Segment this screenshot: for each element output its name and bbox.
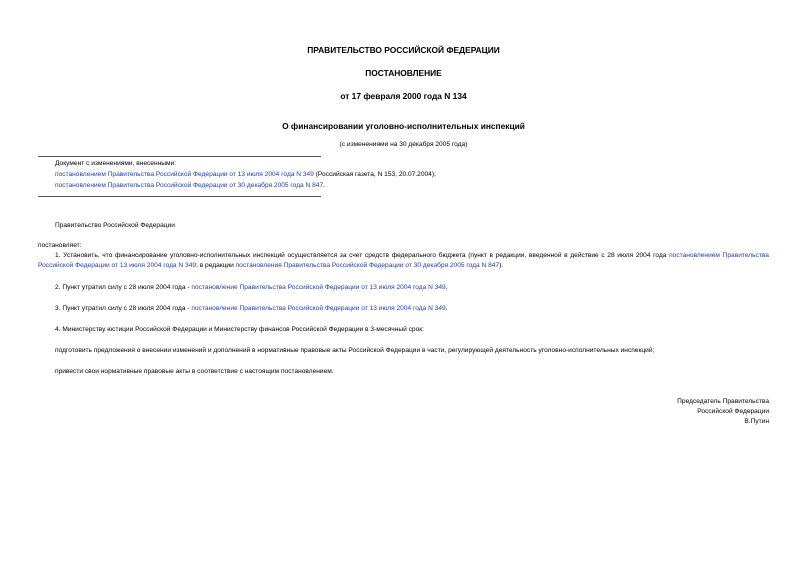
changes-note: (с изменениями на 30 декабря 2005 года) — [339, 141, 468, 148]
paragraph-6: привести свои нормативные правовые акты в соответствие с настоящим постановлением. — [55, 368, 334, 375]
paragraph-2 — [55, 283, 448, 292]
government-heading: ПРАВИТЕЛЬСТВО РОССИЙСКОЙ ФЕДЕРАЦИИ — [307, 45, 500, 55]
amendment-link[interactable]: постановлением Правительства Российской Федерации от 13 июля 2004 года N 349 — [55, 171, 314, 178]
date-number-heading: от 17 февраля 2000 года N 134 — [340, 91, 467, 101]
paragraph-1-link-a1[interactable]: постановлением — [669, 252, 720, 259]
paragraph-1 — [38, 251, 769, 270]
amendment-item — [55, 170, 436, 179]
paragraph-1-link-a2[interactable]: Правительства Российской Федерации от 13 июля 2004 года N 349 — [38, 252, 769, 269]
amendment-suffix: . — [323, 182, 325, 189]
amendment-link[interactable]: постановлением Правительства Российской Федерации от 30 декабря 2005 года N 847 — [55, 182, 324, 189]
paragraph-1-text-a: 1. Установить, что финансирование уголовно-исполнительных инспекций осуществляется за счет средств федерального бюджета (пункт в редакции, введенной в действие с 28 июля 2004 года — [55, 252, 670, 259]
paragraph-1-text-c: ). — [499, 261, 504, 269]
paragraph-5: подготовить предложения о внесении изменений и дополнений в нормативные правовые акты Российской Федерации в части, регулирующей деятельность уголовно-исполнительных инспекций; — [55, 347, 655, 354]
decrees-line: постановляет: — [38, 242, 82, 249]
amendments-intro: Документ с изменениями, внесенными: — [55, 160, 177, 167]
divider-top — [38, 156, 321, 157]
paragraph-2-end: . — [445, 284, 448, 291]
amendment-item — [55, 181, 325, 190]
document-title: О финансировании уголовно-исполнительных инспекций — [282, 121, 525, 131]
paragraph-2-text: 2. Пункт утратил силу с 28 июля 2004 года - — [55, 284, 192, 291]
divider-bottom — [38, 196, 321, 197]
document-type-heading: ПОСТАНОВЛЕНИЕ — [365, 68, 442, 78]
amendment-suffix: (Российская газета, N 153, 20.07.2004); — [313, 171, 436, 178]
paragraph-3-link[interactable]: постановление Правительства Российской Федерации от 13 июля 2004 года N 349 — [191, 305, 446, 312]
issuer-line: Правительство Российской Федерации — [55, 222, 175, 229]
signature-title: Председатель Правительства — [677, 398, 769, 405]
paragraph-2-link[interactable]: постановление Правительства Российской Федерации от 13 июля 2004 года N 349 — [191, 284, 446, 291]
paragraph-3-end: . — [445, 305, 448, 312]
paragraph-4: 4. Министерству юстиции Российской Федерации и Министерству финансов Российской Федерации в 3-месячный срок: — [55, 326, 424, 333]
paragraph-3-text: 3. Пункт утратил силу с 28 июля 2004 года - — [55, 305, 192, 312]
paragraph-1-text-b: ; в редакции — [196, 261, 236, 269]
paragraph-3 — [55, 304, 448, 313]
signature-country: Российской Федерации — [697, 408, 769, 415]
paragraph-1-link-b[interactable]: постановления Правительства Российской Федерации от 30 декабря 2005 года N 847 — [235, 261, 500, 269]
signature-name: В.Путин — [744, 418, 769, 425]
